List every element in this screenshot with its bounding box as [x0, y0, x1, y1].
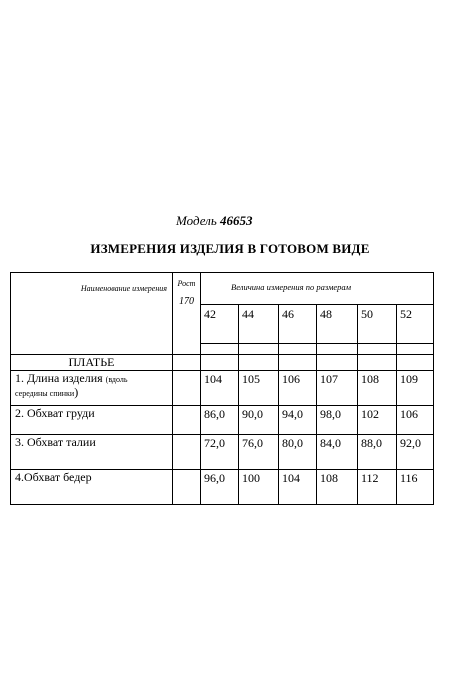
value-cell: 108: [317, 470, 358, 505]
value-cell: 86,0: [201, 406, 239, 435]
header-row: [11, 273, 434, 305]
value-cell: 96,0: [201, 470, 239, 505]
value-cell: 102: [358, 406, 397, 435]
value-cell: 116: [397, 470, 434, 505]
model-caption: [176, 213, 253, 229]
header-rost-label: Рост: [177, 279, 196, 288]
header-name: Наименование измерения: [11, 273, 173, 355]
value-cell: 72,0: [201, 435, 239, 470]
value-cell: 90,0: [239, 406, 279, 435]
value-cell: 98,0: [317, 406, 358, 435]
value-cell: 106: [397, 406, 434, 435]
value-cell: 92,0: [397, 435, 434, 470]
value-cell: 104: [279, 470, 317, 505]
size-cell: 42: [201, 305, 239, 344]
value-cell: 88,0: [358, 435, 397, 470]
row-name-main: 1. Длина изделия: [15, 371, 106, 385]
value-cell: 106: [279, 371, 317, 406]
measurements-table: [10, 272, 434, 505]
value-cell: 108: [358, 371, 397, 406]
table-row: [11, 371, 434, 406]
table-row: [11, 406, 434, 435]
value-cell: 84,0: [317, 435, 358, 470]
value-cell: 94,0: [279, 406, 317, 435]
size-cell: 48: [317, 305, 358, 344]
value-cell: 104: [201, 371, 239, 406]
section-label: ПЛАТЬЕ: [11, 355, 173, 371]
row-note-a: (вдоль: [105, 375, 128, 384]
table-row: [11, 470, 434, 505]
model-label: Модель: [176, 213, 217, 228]
row-note-b: середины спинки: [15, 389, 75, 398]
header-values: Величина измерения по размерам: [201, 273, 434, 305]
size-cell: 50: [358, 305, 397, 344]
value-cell: 107: [317, 371, 358, 406]
value-cell: 76,0: [239, 435, 279, 470]
size-cell: 46: [279, 305, 317, 344]
header-rost: [173, 273, 201, 355]
value-cell: 100: [239, 470, 279, 505]
value-cell: 105: [239, 371, 279, 406]
rost-value: 170: [179, 296, 194, 307]
section-row: [11, 355, 434, 371]
model-number: 46653: [220, 213, 253, 228]
size-cell: 52: [397, 305, 434, 344]
row-name: [11, 371, 173, 406]
page-title: ИЗМЕРЕНИЯ ИЗДЕЛИЯ В ГОТОВОМ ВИДЕ: [90, 241, 370, 256]
row-note-end: ): [74, 385, 79, 399]
row-name: 2. Обхват груди: [11, 406, 173, 435]
value-cell: 80,0: [279, 435, 317, 470]
value-cell: 112: [358, 470, 397, 505]
table-row: [11, 435, 434, 470]
size-cell: 44: [239, 305, 279, 344]
row-name: 4.Обхват бедер: [11, 470, 173, 505]
row-name: 3. Обхват талии: [11, 435, 173, 470]
value-cell: 109: [397, 371, 434, 406]
